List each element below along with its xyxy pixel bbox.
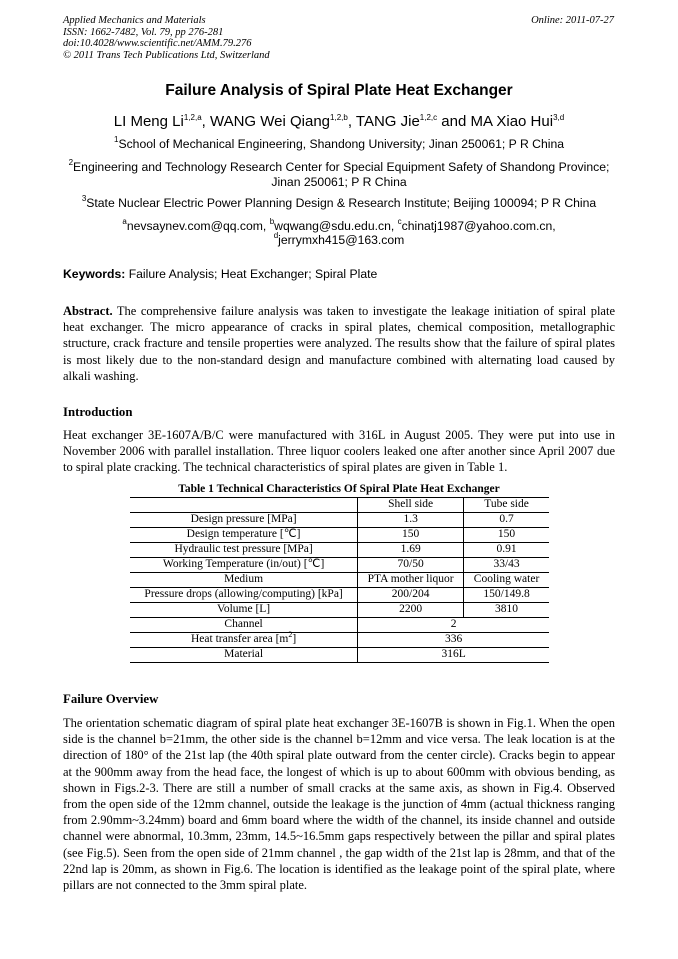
table-cell-label: Pressure drops (allowing/computing) [kPa] [130,588,358,603]
affiliation-text: School of Mechanical Engineering, Shandong University; Jinan 250061; P R China [118,137,565,151]
table-cell-label [130,630,358,648]
failure-overview-text: The orientation schematic diagram of spiral plate heat exchanger 3E-1607B is shown in Fig.1. When the open side is the channel b=21mm, the other side is the channel b=12mm and vice versa. The leak location is at the direction of 180° of the 21st lap (the 40th spiral plate outward from the center circle). Cracks begin to appear at the 900mm away from the head face, the longest of which is up to about 600mm with obvious bending, as shown in Figs.2-3. There are still a number of small cracks at the same axis, as shown in Fig.4. Observed from the open side of the 12mm channel, outside the leakage is the junction of 4mm (actual thickness ranging from 2.90mm~3.24mm) board and 6mm board where the width of the channel, its inside channel and outside channel were abnormal, 10.3mm, 23mm, 14.5~16.5mm gaps respectively between the pillar and spiral plates (see Fig.5). Seen from the open side of 21mm channel , the gap width of the 21st lap is 28mm, and that of the 22nd lap is 20mm, as shown in Fig.6. The location is identified as the leakage point of the spiral plate, where pillars are not connected to the 3mm spiral plate. [63,716,615,893]
doi-line: doi:10.4028/www.scientific.net/AMM.79.276 [63,38,252,49]
affiliation-text-cont: Jinan 250061; P R China [271,174,407,189]
table-cell: 150 [464,528,549,543]
table-cell-label: Design pressure [MPa] [130,513,358,528]
table-caption: Table 1 Technical Characteristics Of Spiral Plate Heat Exchanger [178,483,500,495]
characteristics-table [130,497,549,663]
table-row [130,573,549,588]
author-affiliation-mark: 1,2,a [183,113,202,122]
table-cell-merged: 336 [358,633,549,648]
table-row [130,543,549,558]
table-label-sup: 2 [288,630,293,640]
author-name: WANG Wei Qiang [209,113,331,130]
table-cell: 150 [358,528,464,543]
affiliation-2 [63,160,615,189]
table-row [130,558,549,573]
issn-line: ISSN: 1662-7482, Vol. 79, pp 276-281 [63,26,224,38]
table-cell-label: Channel [130,618,358,633]
table-cell: PTA mother liquor [358,573,464,588]
abstract-label: Abstract. [63,304,113,318]
introduction-heading: Introduction [63,405,133,419]
table-header-cell [130,498,358,513]
journal-header [63,15,270,61]
table-cell-label: Hydraulic test pressure [MPa] [130,543,358,558]
journal-name: Applied Mechanics and Materials [63,15,206,26]
author-separator: , [201,113,210,130]
keywords-text: Failure Analysis; Heat Exchanger; Spiral Plate [125,267,378,281]
table-cell: 0.7 [464,513,549,528]
email-address: jerrymxh415@163.com [278,233,405,248]
table-cell-label: Material [130,648,358,663]
author-separator: , [347,113,356,130]
table-label-end: ] [292,633,297,646]
affiliation-mark: 1 [113,135,119,144]
table-row [130,528,549,543]
table-label-text: Heat transfer area [m [190,633,289,646]
affiliation-mark: 3 [81,194,87,203]
table-row [130,603,549,618]
paper-title: Failure Analysis of Spiral Plate Heat Exchanger [165,82,513,99]
table-row [130,513,549,528]
table-cell: 1.3 [358,513,464,528]
table-cell: 2200 [358,603,464,618]
email-address: nevsaynev.com@qq.com, [126,219,270,233]
table-cell-merged: 2 [358,618,549,633]
table-row [130,588,549,603]
table-row-merged [130,633,549,648]
table-cell: 70/50 [358,558,464,573]
copyright-line: © 2011 Trans Tech Publications Ltd, Switzerland [63,49,270,61]
table-cell: 33/43 [464,558,549,573]
email-mark: a [122,217,127,226]
email-mark: b [269,217,275,226]
table-cell: Cooling water [464,573,549,588]
email-address: chinatj1987@yahoo.com.cn, [401,219,556,233]
table-cell-label: Medium [130,573,358,588]
author-separator: and [437,113,471,130]
affiliation-text: State Nuclear Electric Power Planning Design & Research Institute; Beijing 100094; P R China [86,196,597,210]
email-address: wqwang@sdu.edu.cn, [274,219,398,233]
keywords-label: Keywords: [63,267,126,281]
email-mark: d [273,231,279,241]
author-name: TANG Jie [355,113,420,130]
email-mark: c [397,217,402,226]
affiliation-text: Engineering and Technology Research Center for Special Equipment Safety of Shandong Province; [73,160,610,174]
failure-overview-heading: Failure Overview [63,692,159,706]
author-name: LI Meng Li [113,113,184,130]
table-cell-merged: 316L [358,648,549,663]
table-row-merged [130,618,549,633]
abstract-text: The comprehensive failure analysis was taken to investigate the leakage initiation of spiral plate heat exchanger. The micro appearance of cracks in spiral plates, chemical composition, metallographic structure, crack fracture and tensile properties were analyzed. The results show that the failure of spiral plates is most likely due to the non-standard design and manufacture combined with alternating load caused by alkali washing. [63,304,615,383]
table-cell: 0.91 [464,543,549,558]
affiliation-3 [63,196,615,211]
table-cell: 150/149.8 [464,588,549,603]
table-cell-label: Working Temperature (in/out) [℃] [130,558,358,573]
table-header-cell: Shell side [358,498,464,513]
keywords [63,267,377,281]
introduction-text: Heat exchanger 3E-1607A/B/C were manufactured with 316L in August 2005. They were put into use in November 2006 with parallel installation. Three liquor coolers leaked one after another since April 2007 due to spiral plate cracking. The technical characteristics of spiral plates are given in Table 1. [63,428,615,475]
author-affiliation-mark: 1,2,b [330,113,348,122]
table-cell-label: Design temperature [℃] [130,528,358,543]
author-name: MA Xiao Hui [470,113,554,130]
abstract [63,303,615,384]
affiliation-1 [63,137,615,152]
affiliation-mark: 2 [68,158,74,167]
table-row-merged [130,648,549,663]
table-cell: 1.69 [358,543,464,558]
table-header-cell: Tube side [464,498,549,513]
author-list [0,113,678,130]
table-cell-label: Volume [L] [130,603,358,618]
table-header-row [130,498,549,513]
author-affiliation-mark: 1,2,c [419,113,438,122]
online-date: Online: 2011-07-27 [531,15,614,26]
author-affiliation-mark: 3,d [553,113,565,122]
author-emails [63,219,615,248]
table-cell: 3810 [464,603,549,618]
table-cell: 200/204 [358,588,464,603]
